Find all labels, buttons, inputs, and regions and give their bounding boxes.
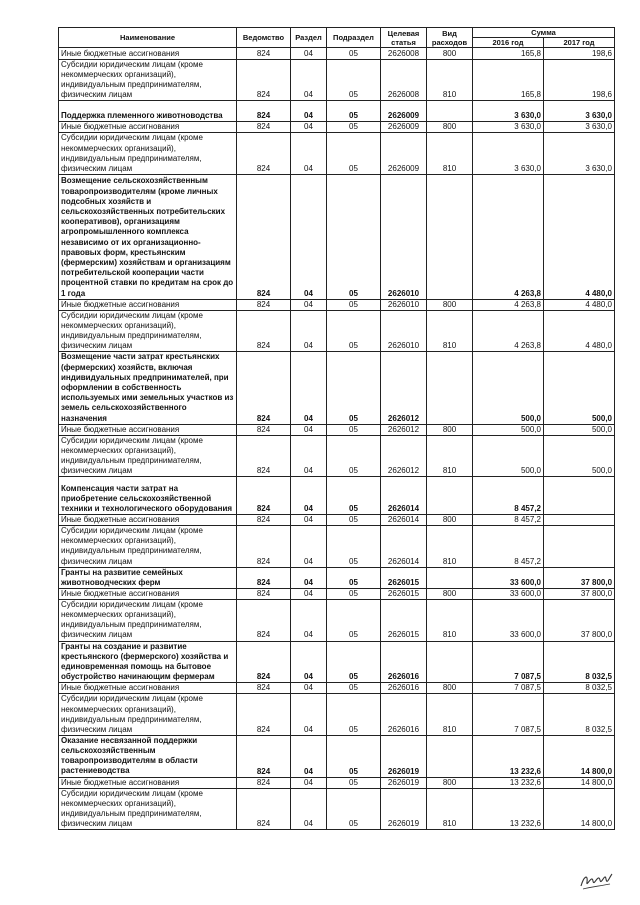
cell-section: 04 [291,310,327,351]
cell-subsection: 05 [327,352,381,424]
cell-subsection: 05 [327,641,381,683]
cell-target-article: 2626012 [381,435,427,476]
cell-section: 04 [291,60,327,101]
cell-target-article: 2626009 [381,133,427,174]
header-name: Наименование [59,28,237,48]
table-row [59,424,615,435]
cell-name: Возмещение части затрат крестьянских (фермерских) хозяйств, включая индивидуальных предпринимателей, при оформлении в собственность используемых ими земельных участков из земель сельскохозяйственного назначения [59,352,237,424]
cell-sum-2017 [544,526,615,567]
table-row [59,60,615,101]
cell-section: 04 [291,515,327,526]
cell-target-article: 2626016 [381,694,427,735]
cell-target-article: 2626019 [381,788,427,829]
cell-name: Иные бюджетные ассигнования [59,48,237,60]
cell-department: 824 [237,788,291,829]
cell-sum-2016: 13 232,6 [473,735,544,777]
cell-target-article: 2626008 [381,60,427,101]
table-row-group [59,641,615,683]
cell-sum-2017: 500,0 [544,352,615,424]
table-row [59,694,615,735]
cell-section: 04 [291,133,327,174]
cell-sum-2017: 198,6 [544,60,615,101]
cell-section: 04 [291,477,327,515]
table-row [59,600,615,641]
cell-subsection: 05 [327,133,381,174]
table-row [59,122,615,133]
cell-section: 04 [291,352,327,424]
cell-section: 04 [291,424,327,435]
cell-name: Возмещение сельскохозяйственным товаропроизводителям (кроме личных подсобных хозяйств и сельскохозяйственных потребительских кооперативов), организациям агропромышленного комплекса независимо от их организационно-правовых форм, крестьянским (фермерским) хозяйствам и организациям потребительской кооперации части процентной ставки по кредитам на срок до 1 года [59,174,237,299]
cell-sum-2017: 4 480,0 [544,299,615,310]
cell-section: 04 [291,122,327,133]
header-subsection: Подраздел [327,28,381,48]
cell-target-article: 2626012 [381,352,427,424]
cell-sum-2016: 7 087,5 [473,683,544,694]
cell-sum-2016: 4 263,8 [473,299,544,310]
cell-department: 824 [237,174,291,299]
cell-department: 824 [237,589,291,600]
cell-name: Иные бюджетные ассигнования [59,515,237,526]
cell-target-article: 2626012 [381,424,427,435]
cell-expense-type: 800 [427,515,473,526]
cell-sum-2017: 3 630,0 [544,133,615,174]
cell-expense-type: 800 [427,122,473,133]
table-row-group [59,352,615,424]
cell-sum-2017: 3 630,0 [544,101,615,122]
cell-target-article: 2626015 [381,600,427,641]
cell-expense-type: 810 [427,694,473,735]
cell-section: 04 [291,435,327,476]
cell-subsection: 05 [327,477,381,515]
cell-section: 04 [291,526,327,567]
cell-name: Поддержка племенного животноводства [59,101,237,122]
cell-department: 824 [237,299,291,310]
cell-name: Иные бюджетные ассигнования [59,424,237,435]
table-row [59,299,615,310]
cell-sum-2016: 165,8 [473,48,544,60]
cell-subsection: 05 [327,589,381,600]
cell-sum-2016: 8 457,2 [473,477,544,515]
cell-section: 04 [291,174,327,299]
table-row [59,435,615,476]
cell-section: 04 [291,777,327,788]
header-expense-type: Вид расходов [427,28,473,48]
cell-expense-type: 810 [427,600,473,641]
cell-sum-2017 [544,515,615,526]
cell-target-article: 2626016 [381,683,427,694]
cell-name: Гранты на развитие семейных животноводческих ферм [59,567,237,588]
cell-sum-2016: 165,8 [473,60,544,101]
cell-name: Иные бюджетные ассигнования [59,122,237,133]
cell-sum-2016: 4 263,8 [473,310,544,351]
cell-department: 824 [237,477,291,515]
cell-name: Иные бюджетные ассигнования [59,589,237,600]
cell-sum-2016: 3 630,0 [473,133,544,174]
cell-subsection: 05 [327,101,381,122]
cell-target-article: 2626019 [381,735,427,777]
cell-subsection: 05 [327,435,381,476]
cell-target-article: 2626019 [381,777,427,788]
cell-sum-2017: 37 800,0 [544,567,615,588]
cell-target-article: 2626008 [381,48,427,60]
cell-sum-2016: 3 630,0 [473,101,544,122]
cell-target-article: 2626010 [381,174,427,299]
cell-department: 824 [237,526,291,567]
cell-sum-2017: 4 480,0 [544,174,615,299]
table-row [59,133,615,174]
cell-expense-type: 810 [427,60,473,101]
cell-name: Субсидии юридическим лицам (кроме некоммерческих организаций), индивидуальным предпринимателям, физическим лицам [59,788,237,829]
cell-department: 824 [237,424,291,435]
cell-sum-2016: 33 600,0 [473,589,544,600]
cell-subsection: 05 [327,60,381,101]
cell-department: 824 [237,101,291,122]
handwritten-signature [578,868,614,892]
cell-name: Оказание несвязанной поддержки сельскохозяйственным товаропроизводителям в области растениеводства [59,735,237,777]
cell-expense-type [427,352,473,424]
table-row [59,526,615,567]
table-row [59,683,615,694]
cell-expense-type: 800 [427,683,473,694]
cell-department: 824 [237,60,291,101]
table-row-group [59,101,615,122]
cell-name: Компенсация части затрат на приобретение сельскохозяйственной техники и технологического оборудования [59,477,237,515]
cell-department: 824 [237,694,291,735]
cell-department: 824 [237,777,291,788]
cell-expense-type: 800 [427,48,473,60]
cell-target-article: 2626014 [381,526,427,567]
cell-department: 824 [237,435,291,476]
table-row [59,788,615,829]
cell-subsection: 05 [327,310,381,351]
table-row [59,777,615,788]
cell-subsection: 05 [327,683,381,694]
cell-name: Субсидии юридическим лицам (кроме некоммерческих организаций), индивидуальным предпринимателям, физическим лицам [59,310,237,351]
cell-subsection: 05 [327,788,381,829]
cell-name: Иные бюджетные ассигнования [59,299,237,310]
cell-name: Субсидии юридическим лицам (кроме некоммерческих организаций), индивидуальным предпринимателям, физическим лицам [59,133,237,174]
cell-subsection: 05 [327,122,381,133]
cell-sum-2017: 14 800,0 [544,777,615,788]
header-department: Ведомство [237,28,291,48]
cell-expense-type [427,174,473,299]
cell-section: 04 [291,694,327,735]
cell-department: 824 [237,352,291,424]
cell-sum-2017: 500,0 [544,435,615,476]
cell-expense-type: 810 [427,133,473,174]
cell-subsection: 05 [327,526,381,567]
cell-sum-2017: 14 800,0 [544,735,615,777]
cell-target-article: 2626009 [381,122,427,133]
cell-expense-type [427,477,473,515]
cell-department: 824 [237,48,291,60]
table-row-group [59,567,615,588]
cell-name: Субсидии юридическим лицам (кроме некоммерческих организаций), индивидуальным предпринимателям, физическим лицам [59,600,237,641]
cell-target-article: 2626010 [381,310,427,351]
cell-target-article: 2626014 [381,515,427,526]
cell-expense-type: 800 [427,299,473,310]
cell-section: 04 [291,567,327,588]
cell-department: 824 [237,310,291,351]
cell-subsection: 05 [327,735,381,777]
cell-target-article: 2626014 [381,477,427,515]
cell-name: Субсидии юридическим лицам (кроме некоммерческих организаций), индивидуальным предпринимателям, физическим лицам [59,60,237,101]
cell-section: 04 [291,683,327,694]
cell-subsection: 05 [327,567,381,588]
table-row-group [59,174,615,299]
cell-expense-type: 810 [427,788,473,829]
cell-sum-2016: 13 232,6 [473,788,544,829]
cell-department: 824 [237,735,291,777]
cell-sum-2017: 37 800,0 [544,600,615,641]
table-row [59,310,615,351]
cell-expense-type: 810 [427,435,473,476]
cell-subsection: 05 [327,694,381,735]
cell-section: 04 [291,600,327,641]
cell-target-article: 2626015 [381,589,427,600]
table-row-group [59,735,615,777]
table-row [59,515,615,526]
header-section: Раздел [291,28,327,48]
cell-sum-2016: 4 263,8 [473,174,544,299]
cell-name: Субсидии юридическим лицам (кроме некоммерческих организаций), индивидуальным предпринимателям, физическим лицам [59,526,237,567]
cell-expense-type [427,567,473,588]
cell-expense-type: 810 [427,526,473,567]
table-row-group [59,477,615,515]
cell-sum-2016: 7 087,5 [473,694,544,735]
cell-section: 04 [291,101,327,122]
cell-department: 824 [237,641,291,683]
budget-table [58,27,615,830]
cell-department: 824 [237,600,291,641]
cell-department: 824 [237,683,291,694]
header-year-2016: 2016 год [473,38,544,48]
cell-subsection: 05 [327,600,381,641]
table-body [59,48,615,830]
cell-subsection: 05 [327,48,381,60]
cell-name: Иные бюджетные ассигнования [59,683,237,694]
cell-sum-2016: 33 600,0 [473,567,544,588]
cell-section: 04 [291,299,327,310]
cell-expense-type [427,641,473,683]
cell-department: 824 [237,515,291,526]
header-target-article: Целевая статья [381,28,427,48]
cell-sum-2016: 7 087,5 [473,641,544,683]
cell-sum-2016: 500,0 [473,424,544,435]
cell-section: 04 [291,641,327,683]
cell-subsection: 05 [327,777,381,788]
cell-department: 824 [237,133,291,174]
cell-expense-type [427,735,473,777]
cell-name: Субсидии юридическим лицам (кроме некоммерческих организаций), индивидуальным предпринимателям, физическим лицам [59,435,237,476]
cell-section: 04 [291,48,327,60]
cell-sum-2017: 3 630,0 [544,122,615,133]
cell-sum-2017: 198,6 [544,48,615,60]
cell-name: Субсидии юридическим лицам (кроме некоммерческих организаций), индивидуальным предпринимателям, физическим лицам [59,694,237,735]
cell-sum-2017: 500,0 [544,424,615,435]
cell-subsection: 05 [327,174,381,299]
cell-target-article: 2626015 [381,567,427,588]
cell-sum-2017: 37 800,0 [544,589,615,600]
cell-department: 824 [237,122,291,133]
cell-subsection: 05 [327,299,381,310]
cell-sum-2017 [544,477,615,515]
cell-expense-type: 800 [427,424,473,435]
cell-target-article: 2626009 [381,101,427,122]
cell-sum-2016: 500,0 [473,435,544,476]
cell-name: Гранты на создание и развитие крестьянского (фермерского) хозяйства и единовременная помощь на бытовое обустройство начинающим фермерам [59,641,237,683]
cell-sum-2017: 8 032,5 [544,641,615,683]
cell-sum-2016: 33 600,0 [473,600,544,641]
cell-sum-2017: 4 480,0 [544,310,615,351]
cell-section: 04 [291,735,327,777]
cell-sum-2016: 500,0 [473,352,544,424]
cell-expense-type: 800 [427,589,473,600]
cell-target-article: 2626010 [381,299,427,310]
cell-expense-type [427,101,473,122]
cell-section: 04 [291,589,327,600]
header-sum: Сумма [473,28,615,38]
budget-table-sheet [58,27,614,830]
cell-subsection: 05 [327,515,381,526]
cell-expense-type: 800 [427,777,473,788]
cell-sum-2017: 14 800,0 [544,788,615,829]
table-row [59,589,615,600]
cell-expense-type: 810 [427,310,473,351]
table-row [59,48,615,60]
cell-sum-2017: 8 032,5 [544,694,615,735]
cell-section: 04 [291,788,327,829]
cell-sum-2016: 13 232,6 [473,777,544,788]
cell-sum-2016: 8 457,2 [473,515,544,526]
header-year-2017: 2017 год [544,38,615,48]
cell-name: Иные бюджетные ассигнования [59,777,237,788]
cell-department: 824 [237,567,291,588]
cell-subsection: 05 [327,424,381,435]
cell-sum-2016: 8 457,2 [473,526,544,567]
cell-target-article: 2626016 [381,641,427,683]
cell-sum-2016: 3 630,0 [473,122,544,133]
cell-sum-2017: 8 032,5 [544,683,615,694]
